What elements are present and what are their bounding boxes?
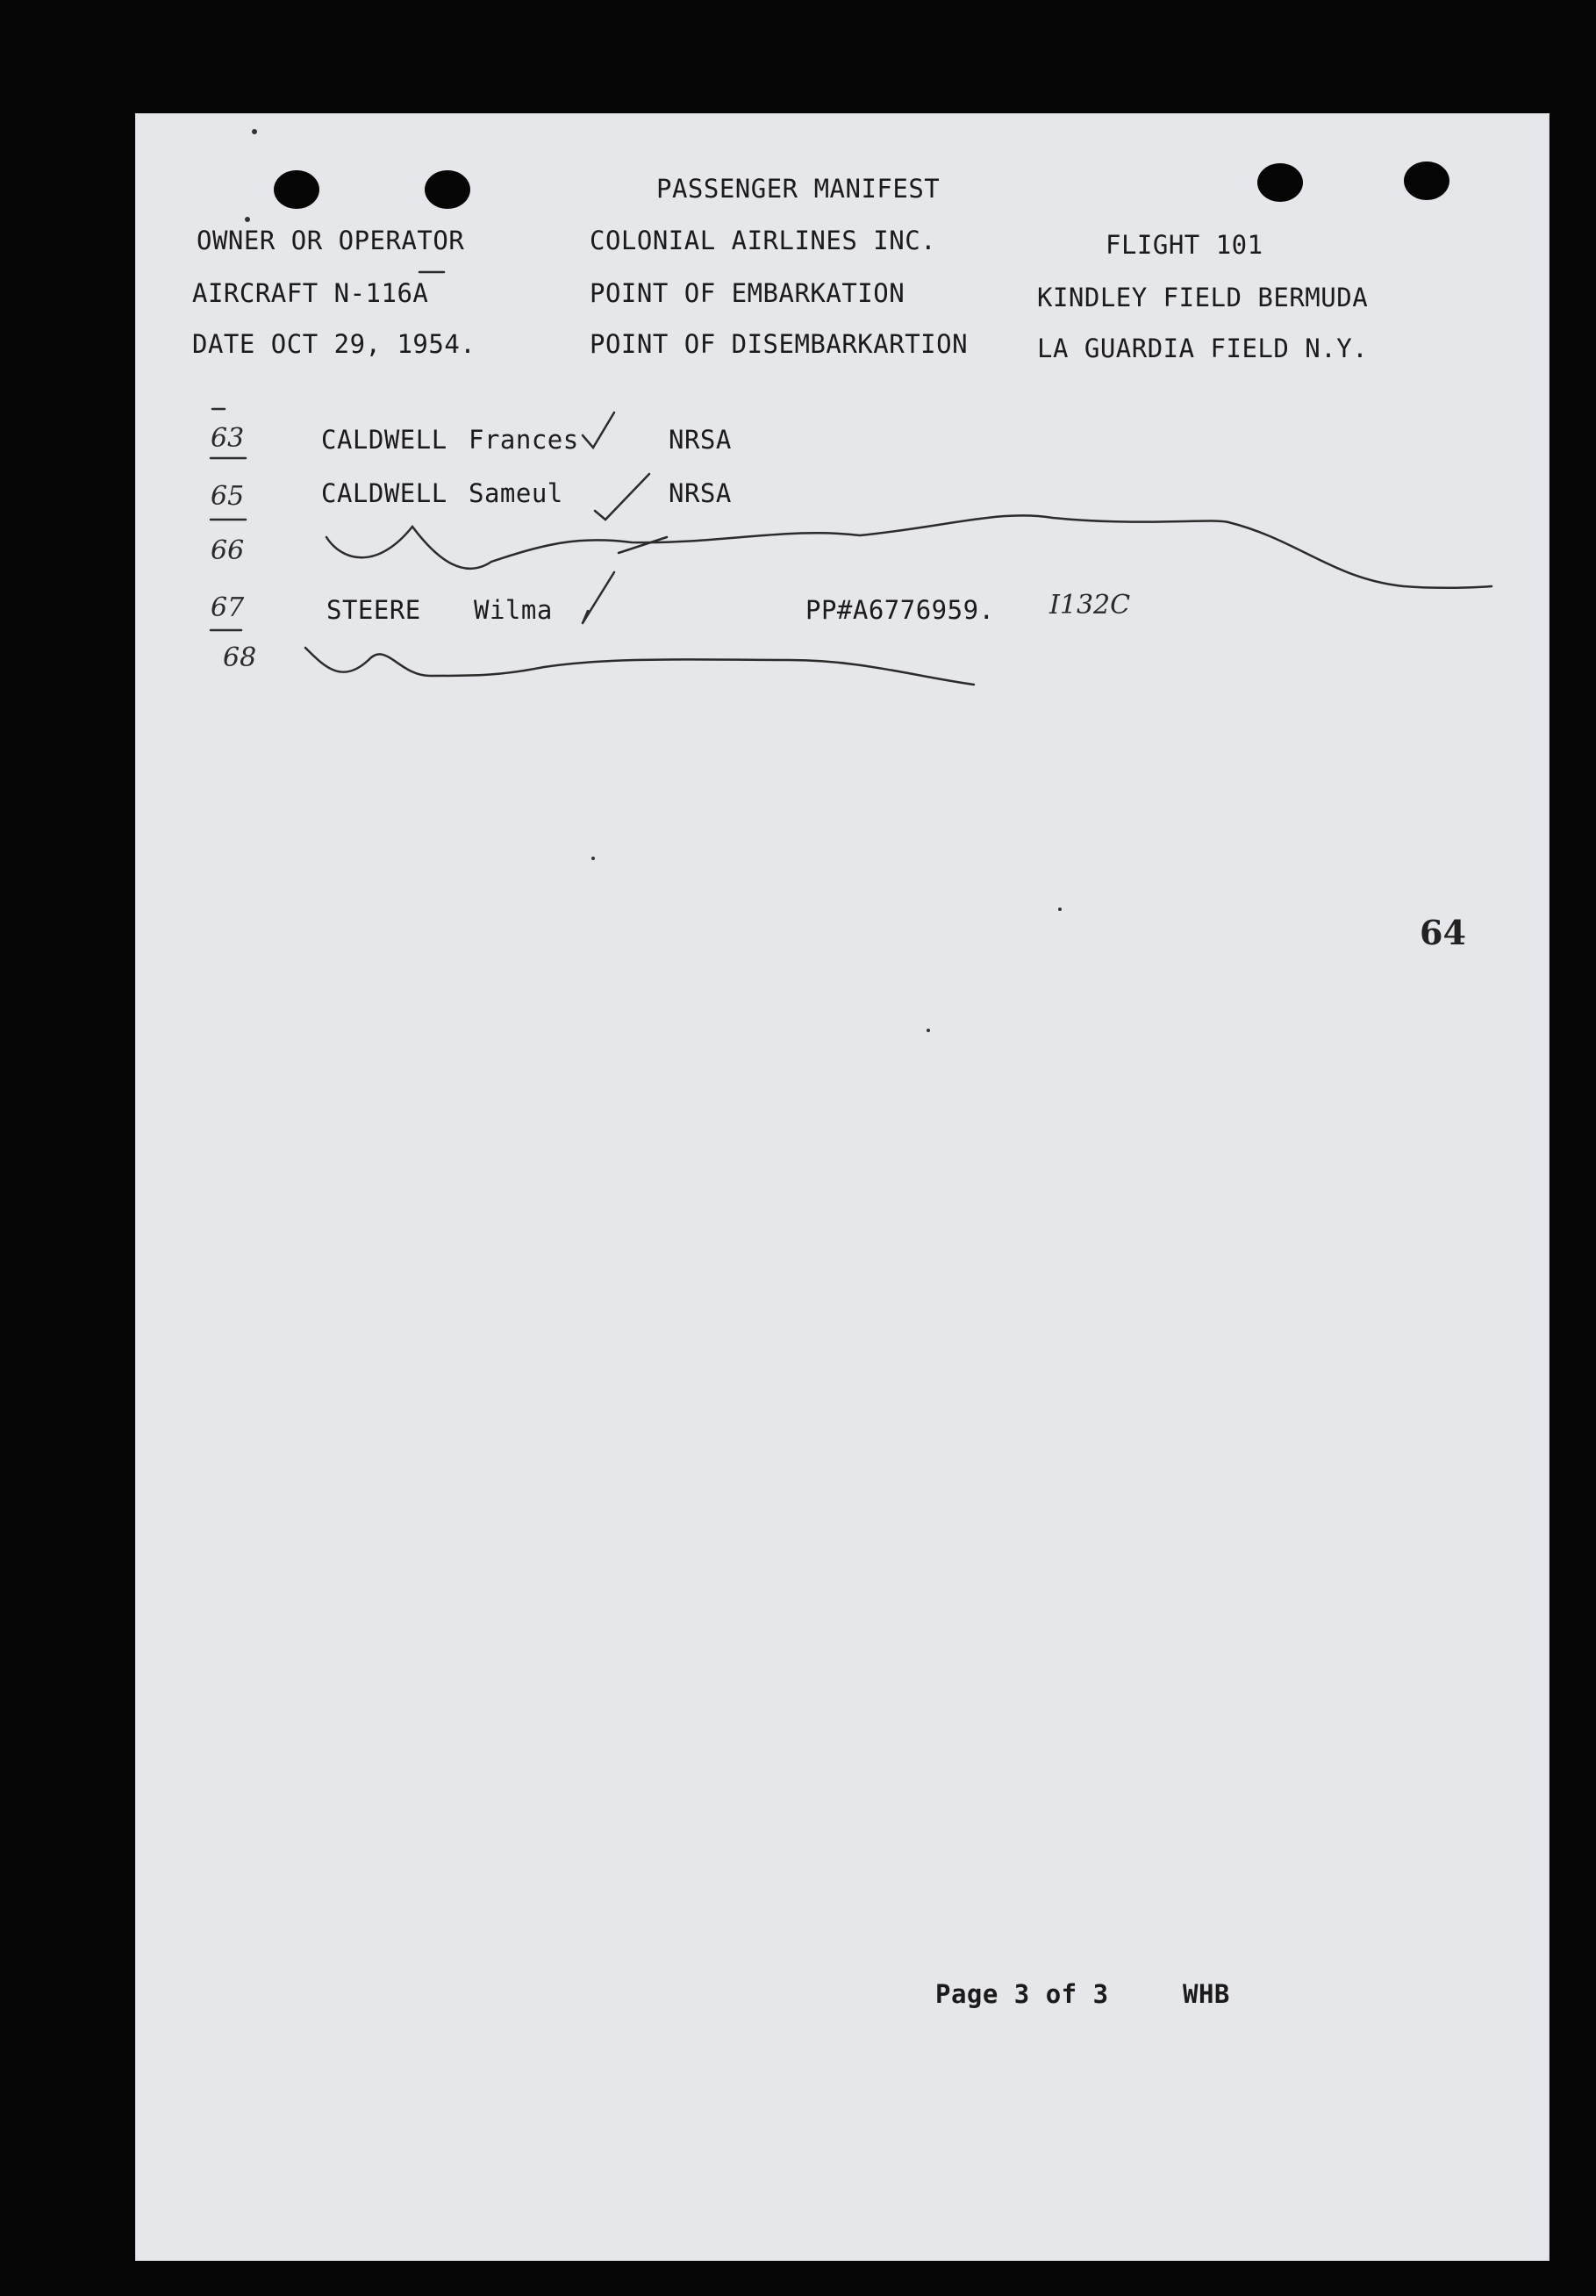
row-number: 63 [211, 423, 245, 454]
passport-number: PP#A6776959. [805, 595, 995, 625]
page-indicator: Page 3 of 3 [935, 1979, 1109, 2009]
manifest-date: DATE OCT 29, 1954. [192, 329, 476, 359]
row-number: 68 [223, 642, 257, 673]
punch-hole [425, 170, 470, 209]
row-number: 67 [211, 592, 245, 623]
passenger-status-code: NRSA [669, 425, 732, 455]
flight-number: FLIGHT 101 [1106, 230, 1263, 260]
handwritten-note: I132C [1049, 590, 1131, 621]
row-number: 66 [211, 535, 245, 566]
embarkation-value: KINDLEY FIELD BERMUDA [1037, 283, 1369, 312]
punch-hole [274, 170, 319, 209]
passenger-given-name: Wilma [474, 595, 553, 625]
passenger-surname: CALDWELL [321, 425, 447, 455]
owner-value: COLONIAL AIRLINES INC. [590, 226, 937, 255]
passenger-surname: CALDWELL [321, 478, 447, 508]
passenger-given-name: Frances [469, 425, 579, 455]
aircraft-number: AIRCRAFT N-116A [192, 278, 429, 308]
passenger-surname: STEERE [326, 595, 421, 625]
clerk-initials: WHB [1183, 1979, 1230, 2009]
passenger-given-name: Sameul [469, 478, 563, 508]
punch-hole [1257, 163, 1303, 202]
row-number: 65 [211, 481, 245, 512]
manifest-title: PASSENGER MANIFEST [656, 174, 941, 204]
disembarkation-label: POINT OF DISEMBARKARTION [590, 329, 969, 359]
page-stamp-number: 64 [1420, 913, 1466, 952]
owner-label: OWNER OR OPERATOR [197, 226, 465, 255]
disembarkation-value: LA GUARDIA FIELD N.Y. [1037, 334, 1369, 363]
passenger-status-code: NRSA [669, 478, 732, 508]
punch-hole [1404, 161, 1449, 200]
embarkation-label: POINT OF EMBARKATION [590, 278, 905, 308]
